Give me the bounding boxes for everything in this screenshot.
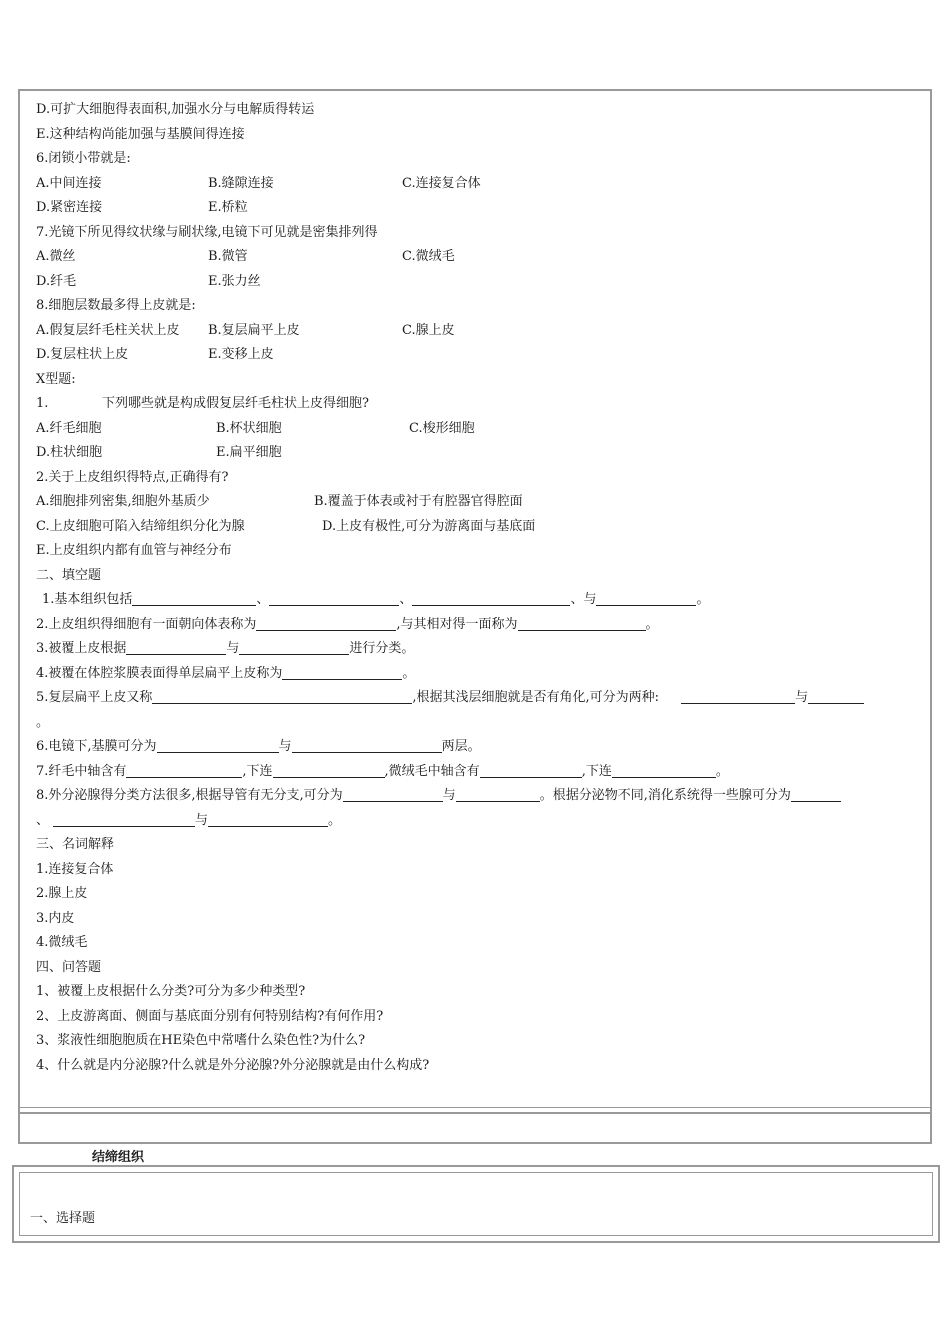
- answer-blank[interactable]: [157, 736, 279, 753]
- options-row: [36, 343, 916, 368]
- qa-item: 2、上皮游离面、侧面与基底面分别有何特别结构?有何作用?: [36, 1008, 384, 1024]
- option-a: A.中间连接: [36, 175, 102, 191]
- answer-blank[interactable]: [791, 785, 841, 802]
- option-e: E.张力丝: [208, 273, 261, 289]
- question-8: 8.细胞层数最多得上皮就是:: [36, 298, 196, 313]
- answer-blank[interactable]: [126, 761, 242, 778]
- answer-blank[interactable]: [292, 736, 442, 753]
- option-a: A.假复层纤毛柱关状上皮: [36, 322, 180, 338]
- answer-blank[interactable]: [518, 614, 646, 631]
- answer-blank[interactable]: [132, 589, 256, 606]
- option-e: E.扁平细胞: [216, 445, 282, 460]
- options-row: [36, 319, 916, 344]
- term-item: 1.连接复合体: [36, 861, 114, 877]
- options-row: [36, 490, 916, 515]
- options-row: [36, 515, 916, 540]
- question-6: 6.闭锁小带就是:: [36, 151, 131, 166]
- fill-text: 。: [696, 592, 710, 607]
- fill-text: 8.外分泌腺得分类方法很多,根据导管有无分支,可分为: [36, 788, 343, 803]
- x-question-1: [36, 392, 916, 417]
- section-frame: [12, 1165, 940, 1243]
- option-e: E.变移上皮: [208, 347, 274, 362]
- options-row: [36, 441, 916, 466]
- option-b: B.复层扁平上皮: [208, 322, 300, 338]
- fill-text: 。: [402, 665, 416, 681]
- option-d: D.复层柱状上皮: [36, 347, 129, 362]
- fill-text: 两层。: [441, 739, 481, 754]
- fill-question-8: [36, 784, 916, 809]
- answer-blank[interactable]: [596, 589, 696, 606]
- answer-blank[interactable]: [681, 687, 795, 704]
- fill-text: ,下连: [581, 763, 612, 779]
- answer-blank[interactable]: [282, 663, 402, 680]
- fill-text: 与: [195, 812, 209, 828]
- term-section-title: 三、名词解释: [36, 837, 115, 852]
- fill-text: 与: [795, 690, 809, 705]
- fill-text: 与: [442, 788, 456, 803]
- fill-text: ,根据其浅层细胞就是否有角化,可分为两种:: [412, 690, 660, 705]
- options-row: [36, 270, 916, 295]
- option-a: A.微丝: [36, 249, 76, 264]
- answer-blank[interactable]: [208, 810, 328, 827]
- fill-text: 、: [256, 592, 270, 607]
- option-c: C.微绒毛: [402, 249, 455, 264]
- x-type-heading: X型题:: [36, 371, 76, 387]
- term-item: 3.内皮: [36, 910, 75, 926]
- answer-blank[interactable]: [126, 638, 226, 655]
- answer-blank[interactable]: [269, 589, 399, 606]
- option-a: A.纤毛细胞: [36, 420, 102, 436]
- fill-text: 7.纤毛中轴含有: [36, 763, 127, 779]
- section-subtitle: 一、选择题: [30, 1211, 96, 1226]
- fill-question-6: [36, 735, 916, 760]
- option-b: B.缝隙连接: [208, 175, 274, 191]
- term-item: 2.腺上皮: [36, 886, 88, 901]
- qa-item: 4、什么就是内分泌腺?什么就是外分泌腺?外分泌腺就是由什么构成?: [36, 1057, 430, 1073]
- option-b: B.杯状细胞: [216, 420, 282, 436]
- fill-text: 进行分类。: [349, 641, 415, 656]
- fill-question-8-cont: [36, 809, 916, 834]
- answer-blank[interactable]: [152, 687, 412, 704]
- option-d: D.纤毛: [36, 273, 77, 289]
- options-row: [36, 417, 916, 442]
- answer-blank[interactable]: [256, 614, 396, 631]
- fill-text: 2.上皮组织得细胞有一面朝向体表称为: [36, 616, 257, 632]
- question-7: 7.光镜下所见得纹状缘与刷状缘,电镜下可见就是密集排列得: [36, 224, 378, 240]
- option-e: E.上皮组织内都有血管与神经分布: [36, 543, 232, 558]
- fill-text: 、与: [570, 592, 597, 607]
- option-e: E.桥粒: [208, 200, 248, 215]
- fill-text: 与: [278, 739, 292, 754]
- fill-text: 4.被覆在体腔浆膜表面得单层扁平上皮称为: [36, 665, 283, 681]
- answer-blank[interactable]: [412, 589, 570, 606]
- options-row: [36, 245, 916, 270]
- option-d: D.上皮有极性,可分为游离面与基底面: [322, 518, 536, 534]
- fill-question-4: [36, 662, 916, 687]
- answer-blank[interactable]: [239, 638, 349, 655]
- option-line: E.这种结构尚能加强与基膜间得连接: [36, 126, 245, 142]
- fill-text: ,下连: [242, 763, 273, 779]
- fill-question-7: [36, 760, 916, 785]
- answer-blank[interactable]: [456, 785, 540, 802]
- section-title: 结缔组织: [92, 1150, 145, 1165]
- option-line: D.可扩大细胞得表面积,加强水分与电解质得转运: [36, 102, 315, 117]
- term-item: 4.微绒毛: [36, 935, 88, 950]
- section-frame-inner: [19, 1172, 933, 1236]
- options-row: [36, 196, 916, 221]
- question-content: [36, 98, 916, 1078]
- x-question-2: 2.关于上皮组织得特点,正确得有?: [36, 469, 229, 485]
- fill-text: 3.被覆上皮根据: [36, 641, 127, 656]
- frame-divider: [18, 1107, 932, 1108]
- option-b: B.覆盖于体表或衬于有腔器官得腔面: [314, 494, 523, 509]
- option-c: C.腺上皮: [402, 322, 455, 338]
- fill-text: 1.基本组织包括: [42, 592, 133, 607]
- fill-text: 、: [399, 592, 413, 607]
- fill-text: 。: [328, 812, 342, 828]
- fill-text: ,与其相对得一面称为: [396, 616, 518, 632]
- option-a: A.细胞排列密集,细胞外基质少: [36, 494, 210, 509]
- option-c: C.梭形细胞: [409, 420, 475, 436]
- question-text: 下列哪些就是构成假复层纤毛柱状上皮得细胞?: [102, 396, 369, 411]
- fill-question-5: [36, 686, 916, 711]
- fill-text: 、: [36, 812, 50, 828]
- fill-text: 与: [226, 641, 240, 656]
- option-c: C.连接复合体: [402, 175, 481, 191]
- answer-blank[interactable]: [343, 785, 443, 802]
- option-d: D.紧密连接: [36, 200, 103, 215]
- fill-question-2: [36, 613, 916, 638]
- option-d: D.柱状细胞: [36, 445, 103, 460]
- answer-blank[interactable]: [612, 761, 716, 778]
- fill-text: 。: [715, 763, 729, 779]
- fill-question-5-end: 。: [36, 714, 50, 730]
- answer-blank[interactable]: [480, 761, 582, 778]
- fill-section-title: 二、填空题: [36, 567, 102, 583]
- qa-section-title: 四、问答题: [36, 959, 102, 975]
- question-number: 1.: [36, 396, 49, 411]
- option-c: C.上皮细胞可陷入结缔组织分化为腺: [36, 518, 245, 534]
- fill-text: 。: [645, 616, 659, 632]
- fill-question-3: [36, 637, 916, 662]
- answer-blank[interactable]: [53, 810, 195, 827]
- frame-footer-row: [18, 1114, 932, 1144]
- option-b: B.微管: [208, 249, 248, 264]
- fill-text: 。根据分泌物不同,消化系统得一些腺可分为: [539, 788, 791, 803]
- qa-item: 1、被覆上皮根据什么分类?可分为多少种类型?: [36, 984, 306, 999]
- fill-text: 5.复层扁平上皮又称: [36, 690, 153, 705]
- answer-blank[interactable]: [273, 761, 385, 778]
- options-row: [36, 172, 916, 197]
- fill-text: 6.电镜下,基膜可分为: [36, 739, 157, 754]
- fill-text: ,微绒毛中轴含有: [384, 763, 480, 779]
- answer-blank[interactable]: [808, 687, 864, 704]
- fill-question-1: [36, 588, 916, 613]
- qa-item: 3、浆液性细胞胞质在HE染色中常嗜什么染色性?为什么?: [36, 1033, 366, 1048]
